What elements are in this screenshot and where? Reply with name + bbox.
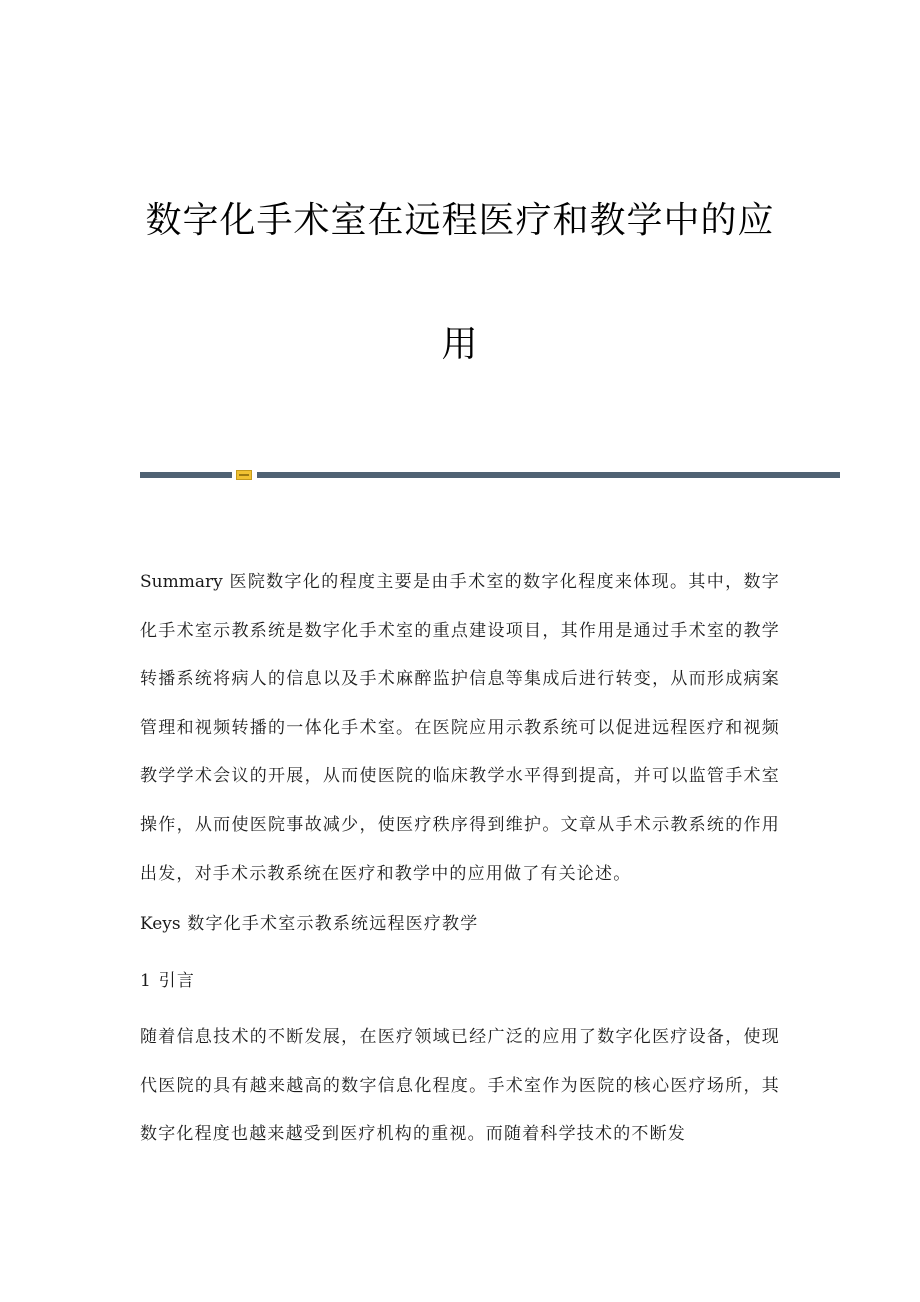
summary-paragraph	[140, 558, 780, 898]
title-divider	[140, 470, 840, 480]
divider-bar-right	[257, 472, 840, 478]
document-title-line-1: 数字化手术室在远程医疗和教学中的应	[145, 200, 775, 241]
summary-label: Summary	[140, 572, 223, 592]
divider-emblem-icon	[236, 470, 252, 480]
summary-text: 医院数字化的程度主要是由手术室的数字化程度来体现。其中，数字化手术室示教系统是数字化手术室的重点建设项目，其作用是通过手术室的教学转播系统将病人的信息以及手术麻醉监护信息等集成后进行转变，从而形成病案管理和视频转播的一体化手术室。在医院应用示教系统可以促进远程医疗和视频教学学术会议的开展，从而使医院的临床教学水平得到提高，并可以监管手术室操作，从而使医院事故减少，使医疗秩序得到维护。文章从手术示教系统的作用出发，对手术示教系统在医疗和教学中的应用做了有关论述。	[140, 572, 780, 884]
divider-bar-left	[140, 472, 232, 478]
document-title-line-2: 用	[441, 324, 479, 365]
keywords-label: Keys	[140, 914, 181, 934]
keywords-text: 数字化手术室示教系统远程医疗教学	[187, 914, 479, 934]
keywords-line	[140, 900, 780, 949]
section-heading: 1 引言	[140, 971, 196, 991]
body-paragraph: 随着信息技术的不断发展，在医疗领域已经广泛的应用了数字化医疗设备，使现代医院的具有越来越高的数字信息化程度。手术室作为医院的核心医疗场所，其数字化程度也越来越受到医疗机构的重视。而随着科学技术的不断发	[140, 1027, 780, 1145]
